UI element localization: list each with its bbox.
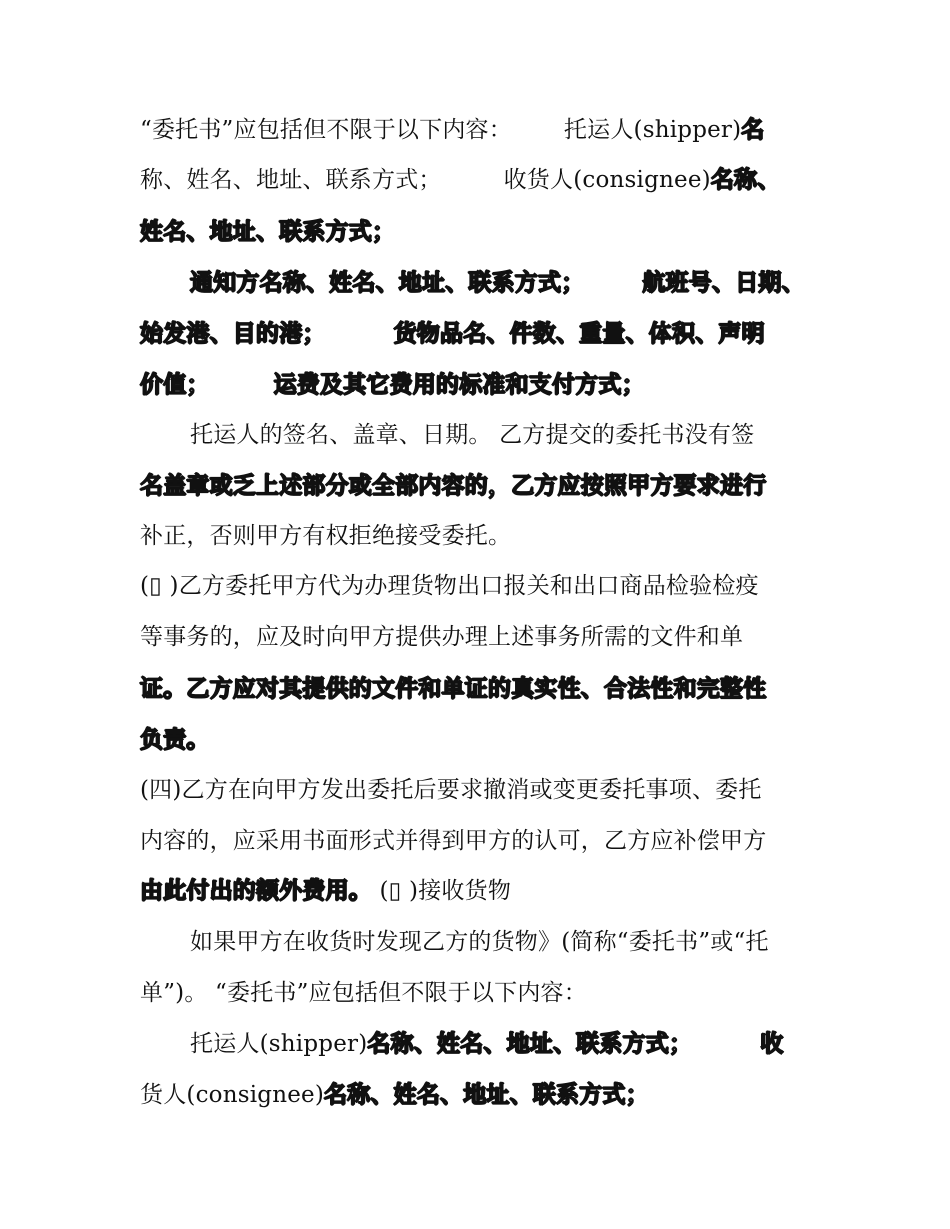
text-segment: “委托书”应包括但不限于以下内容： [140,117,512,143]
outlined-text-segment: 始发港、目的港； [140,320,326,347]
text-segment: 货人(consignee) [140,1082,325,1108]
text-line-1 [140,110,765,150]
text-line-9 [140,516,511,556]
text-line-20 [140,1075,649,1115]
outlined-text-segment: 收 [760,1030,784,1057]
text-line-17 [190,922,769,962]
text-segment: 如果甲方在收货时发现乙方的货物》(简称“委托书”或“托 [190,929,769,955]
outlined-text-segment: 价值； [140,371,210,398]
outlined-text-segment: 通知方名称、姓名、地址、联系方式； [190,269,585,296]
text-line-14 [140,770,762,810]
text-segment: 等事务的，应及时向甲方提供办理上述事务所需的文件和单 [140,624,744,650]
text-segment: 收货人(consignee) [503,167,711,193]
text-segment: 托运人(shipper) [190,1031,368,1057]
text-segment: 托运人的签名、盖章、日期。 乙方提交的委托书没有签 [190,422,755,448]
text-line-2 [140,160,780,200]
text-line-19 [190,1024,783,1064]
text-segment: 单”)。 “委托书”应包括但不限于以下内容： [140,980,587,1006]
text-line-8 [140,466,766,506]
text-segment: 称、姓名、地址、联系方式； [140,167,442,193]
text-line-13 [140,720,210,760]
text-line-3 [140,212,395,252]
text-segment: (▯ )接收货物 [372,878,512,904]
text-line-12 [140,669,766,709]
text-segment: 内容的，应采用书面形式并得到甲方的认可，乙方应补偿甲方 [140,828,767,854]
text-segment: (四)乙方在向甲方发出委托后要求撤消或变更委托事项、委托 [140,777,762,803]
text-segment: (▯ )乙方委托甲方代为办理货物出口报关和出口商品检验检疫 [140,573,759,599]
outlined-text-segment: 姓名、地址、联系方式； [140,218,396,245]
text-line-18 [140,973,587,1013]
outlined-text-segment: 负责。 [140,726,210,753]
text-line-4 [190,263,805,303]
outlined-text-segment: 航班号、日期、 [642,269,805,296]
outlined-text-segment: 证。乙方应对其提供的文件和单证的真实性、合法性和完整性 [140,675,767,702]
outlined-text-segment: 货物品名、件数、重量、体积、声明 [393,320,765,347]
text-segment: 补正，否则甲方有权拒绝接受委托。 [140,523,512,549]
outlined-text-segment: 名称、姓名、地址、联系方式； [367,1030,693,1057]
text-line-11 [140,617,743,657]
outlined-text-segment: 名 [741,116,765,143]
text-line-5 [140,314,765,354]
outlined-text-segment: 名盖章或乏上述部分或全部内容的，乙方应按照甲方要求进行 [140,472,767,499]
text-line-15 [140,821,766,861]
text-line-16 [140,871,511,911]
outlined-text-segment: 由此付出的额外费用。 [140,877,372,904]
outlined-text-segment: 名称、姓名、地址、联系方式； [324,1081,649,1108]
text-segment: 托运人(shipper) [563,117,742,143]
text-line-6 [140,365,645,405]
text-line-7 [190,415,754,455]
outlined-text-segment: 名称、 [710,166,781,193]
outlined-text-segment: 运费及其它费用的标准和支付方式； [273,371,645,398]
text-line-10 [140,566,759,606]
